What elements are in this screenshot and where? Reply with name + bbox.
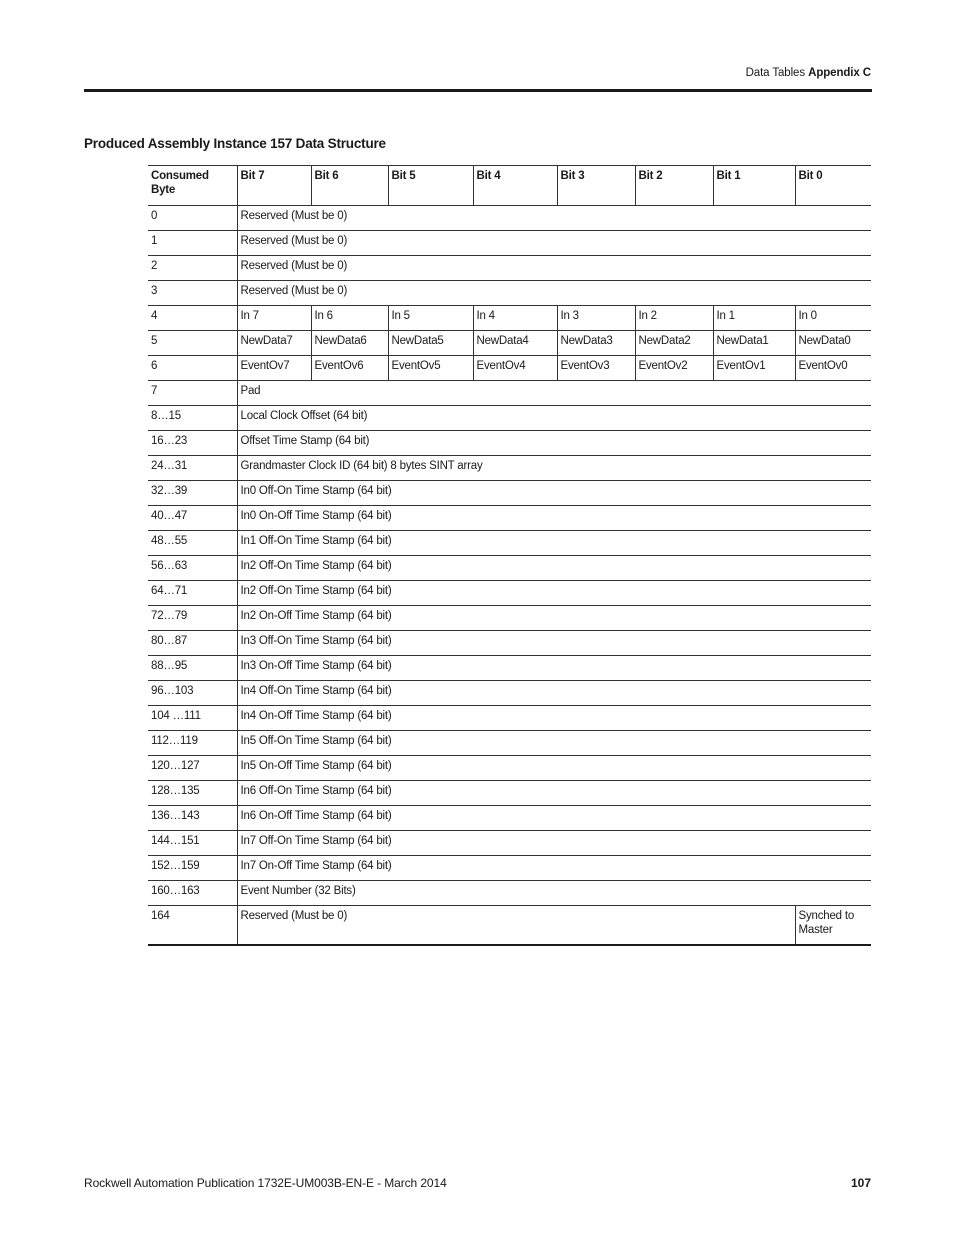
span-cell: In4 Off-On Time Stamp (64 bit) <box>237 681 871 706</box>
running-header <box>746 67 871 79</box>
bit-cell: NewData7 <box>237 331 311 356</box>
span-cell: Reserved (Must be 0) <box>237 231 871 256</box>
span-cell: Event Number (32 Bits) <box>237 881 871 906</box>
span-cell: In4 On-Off Time Stamp (64 bit) <box>237 706 871 731</box>
byte-cell: 56…63 <box>148 556 237 581</box>
bit-cell: EventOv7 <box>237 356 311 381</box>
byte-cell: 80…87 <box>148 631 237 656</box>
span-cell: In7 Off-On Time Stamp (64 bit) <box>237 831 871 856</box>
span-cell: Grandmaster Clock ID (64 bit) 8 bytes SINT array <box>237 456 871 481</box>
table-row <box>148 256 871 281</box>
table-row <box>148 331 871 356</box>
byte-cell: 48…55 <box>148 531 237 556</box>
table-row <box>148 831 871 856</box>
byte-cell: 104 …111 <box>148 706 237 731</box>
bit-cell: NewData2 <box>635 331 713 356</box>
bit-cell: In 7 <box>237 306 311 331</box>
header-section: Data Tables <box>745 67 805 79</box>
table-row <box>148 806 871 831</box>
table-row <box>148 906 871 946</box>
bit-cell: EventOv0 <box>795 356 871 381</box>
span-cell: In1 Off-On Time Stamp (64 bit) <box>237 531 871 556</box>
page-number: 107 <box>850 1176 871 1190</box>
span-cell: In2 Off-On Time Stamp (64 bit) <box>237 581 871 606</box>
span-cell: Offset Time Stamp (64 bit) <box>237 431 871 456</box>
span-cell: In0 On-Off Time Stamp (64 bit) <box>237 506 871 531</box>
bit-cell: Synched to Master <box>795 906 871 946</box>
byte-cell: 96…103 <box>148 681 237 706</box>
span-cell: In5 On-Off Time Stamp (64 bit) <box>237 756 871 781</box>
table-row <box>148 306 871 331</box>
column-header: Bit 6 <box>311 166 388 206</box>
table-row <box>148 731 871 756</box>
column-header: Consumed Byte <box>148 166 237 206</box>
byte-cell: 7 <box>148 381 237 406</box>
bit-cell: NewData6 <box>311 331 388 356</box>
span-cell: Reserved (Must be 0) <box>237 256 871 281</box>
byte-cell: 164 <box>148 906 237 946</box>
span-cell: In3 On-Off Time Stamp (64 bit) <box>237 656 871 681</box>
span-cell: In5 Off-On Time Stamp (64 bit) <box>237 731 871 756</box>
bit-cell: In 1 <box>713 306 795 331</box>
byte-cell: 2 <box>148 256 237 281</box>
byte-cell: 8…15 <box>148 406 237 431</box>
bit-cell: EventOv2 <box>635 356 713 381</box>
bit-cell: In 6 <box>311 306 388 331</box>
column-header: Bit 3 <box>557 166 635 206</box>
span-cell: Reserved (Must be 0) <box>237 206 871 231</box>
table-row <box>148 756 871 781</box>
bit-cell: NewData5 <box>388 331 473 356</box>
column-header: Bit 0 <box>795 166 871 206</box>
header-appendix: Appendix C <box>808 67 871 79</box>
table-row <box>148 856 871 881</box>
table-row <box>148 606 871 631</box>
column-header: Bit 5 <box>388 166 473 206</box>
table-row <box>148 706 871 731</box>
column-header: Bit 4 <box>473 166 557 206</box>
bit-cell: EventOv3 <box>557 356 635 381</box>
byte-cell: 72…79 <box>148 606 237 631</box>
table-header-row <box>148 166 871 206</box>
table-row <box>148 406 871 431</box>
bit-cell: EventOv6 <box>311 356 388 381</box>
bit-cell: NewData1 <box>713 331 795 356</box>
bit-cell: EventOv1 <box>713 356 795 381</box>
table-row <box>148 206 871 231</box>
byte-cell: 24…31 <box>148 456 237 481</box>
span-cell: In2 On-Off Time Stamp (64 bit) <box>237 606 871 631</box>
byte-cell: 6 <box>148 356 237 381</box>
bit-cell: NewData4 <box>473 331 557 356</box>
byte-cell: 88…95 <box>148 656 237 681</box>
byte-cell: 1 <box>148 231 237 256</box>
span-cell: In3 Off-On Time Stamp (64 bit) <box>237 631 871 656</box>
table-row <box>148 556 871 581</box>
column-header: Bit 2 <box>635 166 713 206</box>
bit-cell: In 5 <box>388 306 473 331</box>
span-cell: In0 Off-On Time Stamp (64 bit) <box>237 481 871 506</box>
byte-cell: 152…159 <box>148 856 237 881</box>
bit-cell: In 2 <box>635 306 713 331</box>
table-row <box>148 506 871 531</box>
byte-cell: 136…143 <box>148 806 237 831</box>
table-row <box>148 681 871 706</box>
byte-cell: 3 <box>148 281 237 306</box>
table-row <box>148 431 871 456</box>
table-row <box>148 881 871 906</box>
byte-cell: 120…127 <box>148 756 237 781</box>
span-cell: In6 On-Off Time Stamp (64 bit) <box>237 806 871 831</box>
data-structure-table <box>148 165 871 946</box>
byte-cell: 16…23 <box>148 431 237 456</box>
span-cell: In7 On-Off Time Stamp (64 bit) <box>237 856 871 881</box>
span-cell: In2 Off-On Time Stamp (64 bit) <box>237 556 871 581</box>
table-row <box>148 356 871 381</box>
byte-cell: 0 <box>148 206 237 231</box>
column-header: Bit 7 <box>237 166 311 206</box>
bit-cell: EventOv4 <box>473 356 557 381</box>
span-cell: In6 Off-On Time Stamp (64 bit) <box>237 781 871 806</box>
byte-cell: 4 <box>148 306 237 331</box>
byte-cell: 128…135 <box>148 781 237 806</box>
bit-cell: In 0 <box>795 306 871 331</box>
byte-cell: 5 <box>148 331 237 356</box>
byte-cell: 112…119 <box>148 731 237 756</box>
column-header: Bit 1 <box>713 166 795 206</box>
span-cell: Reserved (Must be 0) <box>237 906 795 946</box>
bit-cell: In 4 <box>473 306 557 331</box>
bit-cell: NewData3 <box>557 331 635 356</box>
table-row <box>148 531 871 556</box>
table-row <box>148 781 871 806</box>
span-cell: Reserved (Must be 0) <box>237 281 871 306</box>
footer-publication: Rockwell Automation Publication 1732E-UM003B-EN-E - March 2014 <box>84 1176 447 1190</box>
table-row <box>148 381 871 406</box>
header-rule <box>84 89 872 92</box>
byte-cell: 40…47 <box>148 506 237 531</box>
bit-cell: NewData0 <box>795 331 871 356</box>
byte-cell: 32…39 <box>148 481 237 506</box>
table-row <box>148 656 871 681</box>
bit-cell: In 3 <box>557 306 635 331</box>
table-row <box>148 281 871 306</box>
bit-cell: EventOv5 <box>388 356 473 381</box>
table-body <box>148 206 871 946</box>
span-cell: Pad <box>237 381 871 406</box>
byte-cell: 64…71 <box>148 581 237 606</box>
table-row <box>148 581 871 606</box>
table-row <box>148 481 871 506</box>
table-row <box>148 631 871 656</box>
section-title: Produced Assembly Instance 157 Data Structure <box>84 136 386 151</box>
table-row <box>148 456 871 481</box>
table-row <box>148 231 871 256</box>
byte-cell: 144…151 <box>148 831 237 856</box>
span-cell: Local Clock Offset (64 bit) <box>237 406 871 431</box>
byte-cell: 160…163 <box>148 881 237 906</box>
